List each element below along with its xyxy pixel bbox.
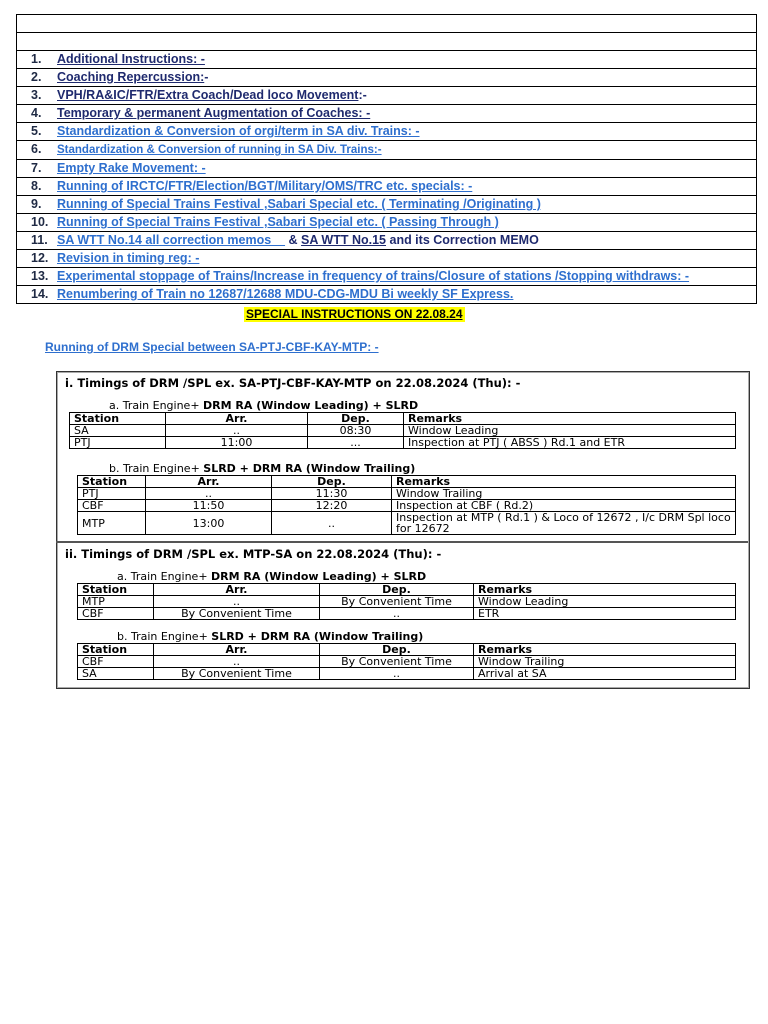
table-cell: Inspection at MTP ( Rd.1 ) & Loco of 12672 , I/c DRM Spl loco for 12672 bbox=[392, 512, 736, 535]
table-row bbox=[78, 656, 736, 668]
index-number: 10. bbox=[31, 215, 49, 229]
table-cell: .. bbox=[272, 512, 392, 535]
column-header: Remarks bbox=[474, 584, 736, 596]
table-cell: .. bbox=[154, 596, 320, 608]
table-cell: ... bbox=[308, 437, 404, 449]
timing-table-1a bbox=[69, 412, 736, 449]
index-row bbox=[17, 123, 757, 141]
index-number: 9. bbox=[31, 197, 42, 211]
index-number: 8. bbox=[31, 179, 42, 193]
index-text: - bbox=[204, 70, 209, 84]
table-cell: CBF bbox=[78, 656, 154, 668]
table-cell: PTJ bbox=[70, 437, 166, 449]
section-2b-subtitle: b. Train Engine+ SLRD + DRM RA (Window Trailing) bbox=[117, 630, 424, 643]
index-number: 14. bbox=[31, 287, 49, 301]
table-cell: Window Trailing bbox=[474, 656, 736, 668]
table-row bbox=[78, 608, 736, 620]
index-link[interactable]: Standardization & Conversion of orgi/term in SA div. Trains: - bbox=[57, 124, 420, 138]
index-number: 4. bbox=[31, 106, 42, 120]
table-header-row bbox=[70, 413, 736, 425]
special-instructions-title: SPECIAL INSTRUCTIONS ON 22.08.24 bbox=[246, 307, 463, 321]
column-header: Remarks bbox=[404, 413, 736, 425]
index-row bbox=[17, 232, 757, 250]
table-cell: 11:30 bbox=[272, 488, 392, 500]
column-header: Dep. bbox=[320, 644, 474, 656]
section-1b-subtitle: b. Train Engine+ SLRD + DRM RA (Window Trailing) bbox=[109, 462, 416, 475]
column-header: Arr. bbox=[154, 644, 320, 656]
table-cell: 12:20 bbox=[272, 500, 392, 512]
index-row bbox=[17, 105, 757, 123]
index-row bbox=[17, 160, 757, 178]
table-cell: .. bbox=[320, 608, 474, 620]
timing-table-2b bbox=[77, 643, 736, 680]
index-row bbox=[17, 69, 757, 87]
table-cell: CBF bbox=[78, 500, 146, 512]
blank-row bbox=[17, 15, 757, 33]
table-cell: Window Leading bbox=[404, 425, 736, 437]
column-header: Station bbox=[78, 584, 154, 596]
index-text: :- bbox=[358, 88, 367, 102]
index-row bbox=[17, 250, 757, 268]
table-row bbox=[70, 425, 736, 437]
index-link[interactable]: Running of Special Trains Festival ,Sabari Special etc. ( Terminating /Originating ) bbox=[57, 197, 541, 211]
section-1-title: i. Timings of DRM /SPL ex. SA-PTJ-CBF-KAY-MTP on 22.08.2024 (Thu): - bbox=[65, 376, 521, 390]
table-row bbox=[78, 512, 736, 535]
table-header-row bbox=[78, 644, 736, 656]
index-row bbox=[17, 196, 757, 214]
table-row bbox=[78, 596, 736, 608]
table-cell: SA bbox=[70, 425, 166, 437]
table-header-row bbox=[78, 476, 736, 488]
table-cell: By Convenient Time bbox=[154, 668, 320, 680]
timing-table-2a bbox=[77, 583, 736, 620]
index-link[interactable]: Revision in timing reg: - bbox=[57, 251, 200, 265]
index-row bbox=[17, 286, 757, 304]
column-header: Station bbox=[78, 644, 154, 656]
index-row bbox=[17, 214, 757, 232]
table-cell: CBF bbox=[78, 608, 154, 620]
table-cell: 11:00 bbox=[166, 437, 308, 449]
index-link[interactable]: SA WTT No.14 all correction memos bbox=[57, 233, 286, 247]
blank-row bbox=[17, 33, 757, 51]
column-header: Dep. bbox=[308, 413, 404, 425]
table-cell: 08:30 bbox=[308, 425, 404, 437]
index-link[interactable]: SA WTT No.15 bbox=[301, 233, 387, 247]
table-cell: Inspection at PTJ ( ABSS ) Rd.1 and ETR bbox=[404, 437, 736, 449]
index-number: 5. bbox=[31, 124, 42, 138]
index-row bbox=[17, 178, 757, 196]
index-row bbox=[17, 51, 757, 69]
timing-table-1b bbox=[77, 475, 736, 535]
table-cell: MTP bbox=[78, 596, 154, 608]
table-row bbox=[70, 437, 736, 449]
section-1a-subtitle: a. Train Engine+ DRM RA (Window Leading) + SLRD bbox=[109, 399, 419, 412]
column-header: Remarks bbox=[474, 644, 736, 656]
table-cell: ETR bbox=[474, 608, 736, 620]
table-cell: By Convenient Time bbox=[320, 596, 474, 608]
table-cell: Window Trailing bbox=[392, 488, 736, 500]
column-header: Station bbox=[78, 476, 146, 488]
index-text: & bbox=[285, 233, 302, 247]
section-2-title: ii. Timings of DRM /SPL ex. MTP-SA on 22.08.2024 (Thu): - bbox=[65, 547, 442, 561]
index-link[interactable]: VPH/RA&IC/FTR/Extra Coach/Dead loco Movement bbox=[57, 88, 359, 102]
table-cell: .. bbox=[166, 425, 308, 437]
table-cell: PTJ bbox=[78, 488, 146, 500]
column-header: Arr. bbox=[146, 476, 272, 488]
index-number: 11. bbox=[31, 233, 48, 247]
index-number: 1. bbox=[31, 52, 42, 66]
table-cell: 13:00 bbox=[146, 512, 272, 535]
drm-special-heading-link[interactable]: Running of DRM Special between SA-PTJ-CBF-KAY-MTP: - bbox=[45, 340, 379, 354]
table-row bbox=[78, 500, 736, 512]
index-number: 13. bbox=[31, 269, 49, 283]
index-row bbox=[17, 87, 757, 105]
table-cell: Arrival at SA bbox=[474, 668, 736, 680]
table-row bbox=[78, 488, 736, 500]
table-cell: By Convenient Time bbox=[154, 608, 320, 620]
table-cell: .. bbox=[146, 488, 272, 500]
index-number: 12. bbox=[31, 251, 49, 265]
table-cell: Inspection at CBF ( Rd.2) bbox=[392, 500, 736, 512]
index-link[interactable]: Coaching Repercussion: bbox=[57, 70, 205, 84]
index-link[interactable]: Standardization & Conversion of running in SA Div. Trains:- bbox=[57, 144, 382, 156]
index-link[interactable]: Running of IRCTC/FTR/Election/BGT/Military/OMS/TRC etc. specials: - bbox=[57, 179, 473, 193]
index-number: 2. bbox=[31, 70, 42, 84]
index-number: 7. bbox=[31, 161, 42, 175]
column-header: Station bbox=[70, 413, 166, 425]
index-link[interactable]: Experimental stoppage of Trains/Increase in frequency of trains/Closure of stations /Stopping withdraws: - bbox=[57, 269, 690, 283]
table-cell: 11:50 bbox=[146, 500, 272, 512]
column-header: Dep. bbox=[320, 584, 474, 596]
table-row bbox=[78, 668, 736, 680]
index-number: 6. bbox=[31, 142, 42, 156]
table-cell: .. bbox=[154, 656, 320, 668]
index-link[interactable]: Empty Rake Movement: - bbox=[57, 161, 206, 175]
table-cell: MTP bbox=[78, 512, 146, 535]
column-header: Dep. bbox=[272, 476, 392, 488]
table-header-row bbox=[78, 584, 736, 596]
column-header: Remarks bbox=[392, 476, 736, 488]
index-link[interactable]: Renumbering of Train no 12687/12688 MDU-CDG-MDU Bi weekly SF Express. bbox=[57, 287, 514, 301]
column-header: Arr. bbox=[154, 584, 320, 596]
index-row bbox=[17, 268, 757, 286]
drm-timings-panel bbox=[56, 371, 750, 689]
table-cell: Window Leading bbox=[474, 596, 736, 608]
table-cell: SA bbox=[78, 668, 154, 680]
index-number: 3. bbox=[31, 88, 42, 102]
index-row bbox=[17, 141, 757, 160]
index-link[interactable]: Running of Special Trains Festival ,Sabari Special etc. ( Passing Through ) bbox=[57, 215, 499, 229]
table-cell: By Convenient Time bbox=[320, 656, 474, 668]
table-cell: .. bbox=[320, 668, 474, 680]
section-2a-subtitle: a. Train Engine+ DRM RA (Window Leading) + SLRD bbox=[117, 570, 427, 583]
index-link[interactable]: Additional Instructions: - bbox=[57, 52, 205, 66]
section-divider bbox=[56, 541, 748, 543]
column-header: Arr. bbox=[166, 413, 308, 425]
index-text: and its Correction MEMO bbox=[386, 233, 539, 247]
index-table bbox=[16, 14, 757, 304]
index-link[interactable]: Temporary & permanent Augmentation of Coaches: - bbox=[57, 106, 371, 120]
